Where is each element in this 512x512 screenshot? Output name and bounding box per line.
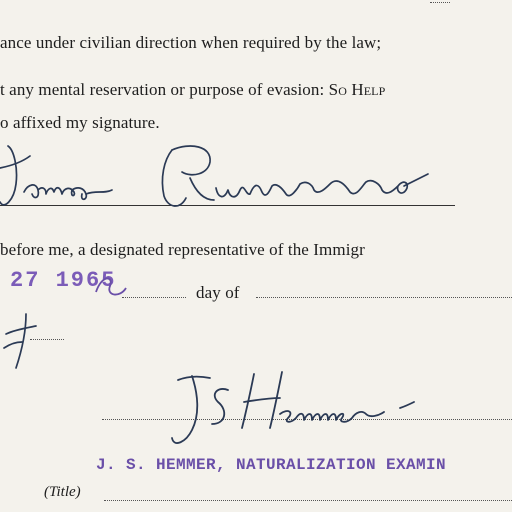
date-stamp: 27 1965 [10, 268, 117, 293]
oath-line-1: ance under civilian direction when required by the law; [0, 33, 382, 52]
oath-line-2 [0, 80, 385, 100]
examiner-name-stamp: J. S. HEMMER, NATURALIZATION EXAMIN [96, 456, 447, 474]
top-dotted-line [430, 2, 450, 3]
oath-line-3: o affixed my signature. [0, 113, 160, 132]
date-stamp-scribble [92, 270, 132, 300]
oath-line-2-text: t any mental reservation or purpose of evasion: [0, 80, 329, 99]
examiner-signature [170, 368, 430, 458]
year-dotted-leader [30, 339, 64, 340]
day-of-label: day of [196, 283, 240, 302]
declarant-signature [0, 138, 470, 228]
so-help-text: So Help [328, 80, 386, 99]
date-dotted-leader [122, 297, 186, 298]
title-label: (Title) [44, 484, 81, 500]
month-dotted-leader [256, 297, 512, 298]
year-handwritten-mark [0, 312, 60, 372]
title-dotted-leader [104, 500, 512, 501]
attestation-line: before me, a designated representative of the Immigr [0, 240, 365, 259]
